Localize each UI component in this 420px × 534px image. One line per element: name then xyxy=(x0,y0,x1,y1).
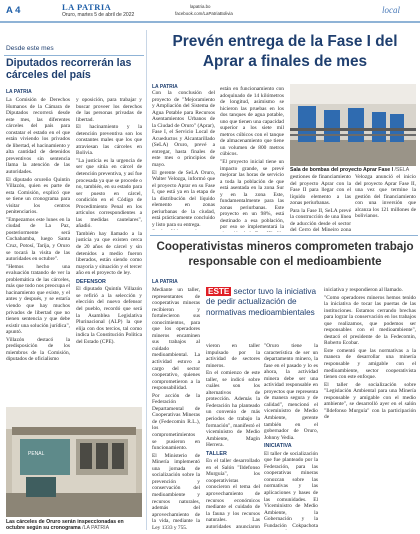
caption-bold: Sala de bombas del proyecto Aprar Fase I xyxy=(290,167,394,173)
bottom-para: "Como operadores mineros hemos tenido la iniciativa de tocar las puertas de las instituciones. Estamos cerrando brechas para lograr la conservación en los trabajos que realizamos, que podemos ser responsables con el medioambiente", destacó el presidente de la Fedecomin, Roberto Ecobar. xyxy=(324,294,416,347)
header-web[interactable]: lapatria.bo xyxy=(190,4,211,9)
right-para xyxy=(152,229,215,230)
subhead-defensor: DEFENSOR xyxy=(76,278,106,285)
pull-quote-body: sector tuvo la iniciativa de pedir actualización de normativas medioambientales xyxy=(206,287,317,317)
bottom-para: Este comentó que las normativas a la manera de desarrollar una minería responsable y amigable con el medioambiente, sector cooperativista tienen con este enfoque. xyxy=(324,347,416,381)
pump-caption xyxy=(290,167,416,173)
left-para: "Empezamos este lunes en la ciudad de La Paz, posteriormente será Cochabamba, luego Santa Cruz, Potosí, Tarija, y Oruro se tocará la visita de las autoridades en octubre". xyxy=(6,216,70,263)
right-para: El gerente de SeLA Oruro, Walter Velozga, informó que el proyecto Aprar en su Fase I, que está ya en la etapa de la distribución del líquido elemento en zonas periurbanas de la ciudad, está prácticamente concluido y listo para su entrega. xyxy=(152,169,215,228)
bottom-story xyxy=(150,237,418,532)
subhead-iniciativa: INICIATIVA xyxy=(264,443,292,450)
byline: LA PATRIA xyxy=(152,279,178,285)
byline: LA PATRIA xyxy=(6,89,32,95)
left-para: El diputado orureño Quintín Villazón, quien es parte de esta Comisión, explicó que se tiene un cronograma para visitar los centros penitenciarios. xyxy=(6,176,70,216)
left-para: "Hemos hecho una evaluación tratando de ver la problemática de las cárceles, más que todo nos preocupa el hacinamiento que existe, y el antes y después, y se estaría viendo que hay muchos privados de libertad que no tienen sentencia y que debe existir una solución jurídica", apuntó. xyxy=(6,263,70,336)
bottom-para: Por acción de la Federación Departamental de Cooperativas Mineras de (Fedecomin R.L.), los comprometimientos se pusieron en funcionamiento. xyxy=(152,392,200,452)
headline: Cooperativistas mineros comprometen trabajo responsable con el medioambiente xyxy=(156,240,414,269)
left-para: El hacinamiento y la detención preventiva son los constantes males que los que atraviesan las cárceles en Bolivia. xyxy=(76,124,142,157)
right-para: Con la conclusión del proyecto de "Mejoramiento y Ampliación del Sistema de Agua Potable para Recursos Asentamientos Urbanos de la Ciudad de Oruro" (Aprar), Fase I, el Servicio Local de Acueductos y Alcantarillado (SeLA) Oruro, prevé a entregar, hasta finales de este mes o principios de mayo. xyxy=(152,90,215,169)
story-divider xyxy=(150,235,418,236)
bottom-col-1 xyxy=(152,287,200,530)
bottom-col-3 xyxy=(206,343,260,530)
header-rule xyxy=(0,21,420,23)
svg-text:PENAL: PENAL xyxy=(28,451,45,457)
left-col-1 xyxy=(6,97,70,407)
right-para: están en funcionamiento con adoquinado de 14 kilómetros de longitud, asimismo se hicieron las pruebas en los dos tanques de agua potable, uno que tienen una capacidad superior a los siete mil metros cúbicos con el tanque de almacenamiento que tiene un volumen de 800 metros cúbicos. xyxy=(220,86,284,158)
prison-caption xyxy=(6,519,142,531)
bottom-para: El Ministerio de Minería implementó una jornada de socialización sobre la prevención y conservación del medioambiente y recursos naturales, además del aprovechamiento de la vida, mediante la Ley 1333 y 755. xyxy=(152,452,200,530)
bottom-para: Mediante un taller, representantes de cooperativas mineras recibieron y fortalecieron sus conocimientos, para que los operadores mineros encaminen sus trabajos al cuidado medioambiental. La actividad estuvo a cargo del sector cooperativo, quienes comprometieron a la responsabilidad. xyxy=(152,287,200,392)
byline: LA PATRIA xyxy=(152,84,178,90)
left-col-2 xyxy=(76,97,142,407)
caption-credit: /SELA xyxy=(394,167,410,173)
headline: Diputados recorrerán las cárceles del país xyxy=(6,57,132,81)
right-para: Para la Fase II, SeLA prevé la construcción de una línea de aducción desde el sector del Cerro del Mineiro zona xyxy=(290,207,351,232)
prison-image xyxy=(6,407,142,517)
bottom-para: iniciativa y respondieron al llamado. xyxy=(324,287,403,293)
header-facebook[interactable]: facebook.com/LaPatriaBolivia xyxy=(175,11,233,16)
pump-image xyxy=(290,84,416,166)
pull-quote-tag: ESTE xyxy=(208,287,230,296)
left-para: La Comisión de Derechos Humanos de la Cámara de Diputados recorrerá desde este mes, las diferentes cárceles del país para constatar el estado en el que están viviendo los privados de libertad, el hacinamiento y alta cantidad de detenidos preventivos sin sentencia llama la atención de las autoridades. xyxy=(6,97,70,176)
pump-photo xyxy=(290,84,416,166)
left-para: y oposición, para trabajar y buscar proveer los derechos de las personas privadas de libertad. xyxy=(76,97,142,123)
bottom-para: "Oruro tiene la característica de ser un departamento minero, la fase en el pasado y lo es ahora, la actividad minera debe ser una actividad responsable en proyectos que representa de manera segura y de calidad", mencionó el viceministro de Medio Ambiente, gerente también en el gobernador de Oruro, Johnny Vedia. xyxy=(264,343,318,441)
left-para: El diputado Quintín Villazón se refirió a la selección y elección del nuevo defensor del pueblo, recordó que será la Asamblea Legislativa Plurinacional (ALP) la que elija con dos tercios, tal como indica la Constitución Política del Estado (CPE). xyxy=(76,286,142,345)
bottom-para: En el taller desarrollado en el Salón "Ildefonso Murguía", los cooperativistas conocieron el tema del aprovechamiento de recursos económicos mediante el cuidado de la fauna y los recursos naturales. Las autoridades anunciaron xyxy=(206,458,260,530)
right-col-1 xyxy=(152,90,215,230)
kicker-rule xyxy=(4,55,144,56)
right-para: gestiones de financiamiento del proyecto Aprar con la Fase II para llegar con el líquido elemento a las zonas periurbanas. xyxy=(290,174,351,207)
pull-quote xyxy=(206,287,318,341)
left-story xyxy=(4,45,144,532)
page-header xyxy=(0,0,420,24)
right-para: "El proyecto inicial tiene un impacto grande, se prevé mejorar las horas de servicio a toda la población de que está asentada en la zona Sur y en la zona Este, fundamentalmente para las zonas periurbanas. Este proyecto en un 98%, está destinado a esa población, por eso se implementará la xyxy=(220,159,284,231)
right-para: Velozga anunció el inicio del proyecto Aprar Fase II, una vez que termine la gestión del financiamiento con una inversión que alcanza los 121 millones de bolivianos. xyxy=(355,174,416,220)
header-date: Oruro, martes 5 de abril de 2022 xyxy=(62,12,135,18)
kicker: Desde este mes xyxy=(6,45,54,52)
bottom-col-5 xyxy=(324,287,416,530)
column-divider xyxy=(146,30,147,530)
right-story xyxy=(150,28,418,233)
caption-bold: Las cárceles de Oruro serán inspeccionadas en octubre según su cronograma xyxy=(6,519,124,531)
pull-quote-text xyxy=(206,287,318,318)
prison-photo xyxy=(6,407,142,517)
subhead-taller: TALLER xyxy=(206,450,227,457)
right-col-4 xyxy=(355,174,416,232)
left-para: Villazón destacó la predisposición de los miembros de la Comisión, diputados de oficialismo xyxy=(6,336,70,363)
masthead-title: LA PATRIA xyxy=(62,2,112,12)
right-col-2 xyxy=(220,86,284,232)
left-para: También hay llamado a la justicia ya que existen cerca de 20 años de cárcel y sin detenidos a medio fueron liberados, están siendo como mayoría y situación y el tercer año en el proyecto de ley. xyxy=(76,230,142,277)
right-col-3 xyxy=(290,174,351,232)
bottom-para: vieron en taller impulsado por la actividad de sectores mineros. xyxy=(206,343,260,369)
headline: Prevén entrega de la Fase I del Aprar a finales de mes xyxy=(172,33,398,70)
bottom-para: En el comienzo de este taller, se indicó sobre cuáles son los alternativos de protección. Además la Federación ha planteado un convenio de más periodos de trabajo la formación", manifestó el viceministro de Medio Ambiente, Magín Herrera. xyxy=(206,370,260,449)
section-label: local xyxy=(382,5,400,15)
caption-credit: /LA PATRIA xyxy=(82,525,110,531)
left-para: "La justicia es la urgencia de ser que sitúa en cárcel de detención preventiva, y así fue procesada ya que se procede o no, también, en su estado para ser puesto en cárcel, condición en el Código de Procedimiento Penal en los artículos correspondientes a las medidas cautelares", añadió. xyxy=(76,157,142,230)
bottom-para: El taller de socialización que fue planteado por la Federación, para las cooperativas mineras conozcan sobre las normativas y las aplicaciones y bases de las comunidades. El Viceministro de Medio Ambiente, la Gobernación y la Fundación Cokpachota xyxy=(264,450,318,529)
bottom-col-4 xyxy=(264,343,318,530)
bottom-para: El taller de socialización sobre "Legislación Ambiental para una Minería responsable y amigable con el medio ambiente", se desarrolló ayer en el salón "Ildefonso Murguía" con la participación de xyxy=(324,381,416,421)
page-number: A 4 xyxy=(6,5,21,16)
